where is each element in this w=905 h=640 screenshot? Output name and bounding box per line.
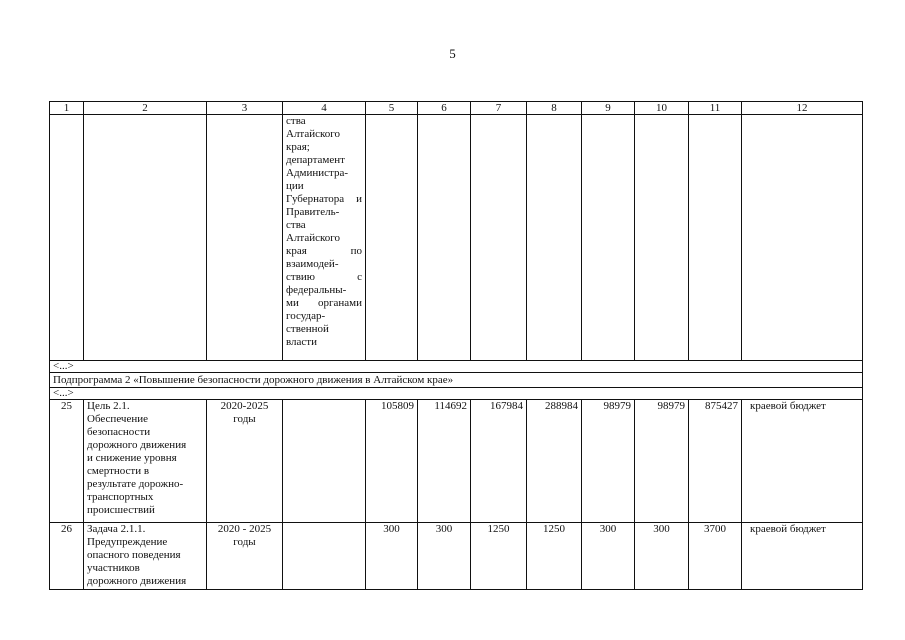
value-cell: 300 [582,523,635,590]
header-cell: 2 [84,102,207,115]
subprogram-title: Подпрограмма 2 «Повышение безопасности дорожного движения в Алтайском крае» [50,373,863,388]
value-cell: 98979 [582,400,635,523]
row-executor [283,400,366,523]
executor-line: Правитель- [286,206,340,218]
table-cell [635,115,689,361]
executor-line: взаимодей- [286,258,339,270]
table-cell [84,115,207,361]
row-name-line: Обеспечение [87,413,148,425]
row-period [207,523,283,590]
row-number: 25 [50,400,84,523]
row-period-line: 2020 - 2025 [217,523,272,535]
value-cell: 105809 [366,400,418,523]
value-cell: 300 [418,523,471,590]
row-name-line: безопасности [87,426,151,438]
row-name-line: дорожного движения [87,439,187,451]
executor-line: ства [286,115,306,127]
ellipsis-row [50,361,863,373]
header-cell: 12 [742,102,863,115]
header-cell: 10 [635,102,689,115]
header-cell: 3 [207,102,283,115]
executor-line: ственной [286,323,329,335]
subprogram-row [50,373,863,388]
page-number: 5 [449,46,456,61]
ellipsis-cell: <...> [50,388,863,400]
value-cell: 300 [366,523,418,590]
row-name-line: опасного поведения [87,549,181,561]
row-name-line: происшествий [87,504,155,516]
executor-line: Администра- [286,167,349,179]
table-cell [742,115,863,361]
data-table [49,101,863,590]
executor-line: Алтайского [286,128,341,140]
header-cell: 11 [689,102,742,115]
header-cell: 9 [582,102,635,115]
table-cell [207,115,283,361]
row-name-line: и снижение уровня [87,452,177,464]
value-cell: 875427 [689,400,742,523]
executor-line: ции [286,180,304,192]
value-cell: 3700 [689,523,742,590]
ellipsis-cell: <...> [50,361,863,373]
executor-line: ми органами [286,297,362,309]
row-period [207,400,283,523]
row-executor [283,523,366,590]
header-cell: 8 [527,102,582,115]
executor-line: ства [286,219,306,231]
table-cell [366,115,418,361]
table-cell [50,115,84,361]
row-name-line: Предупреждение [87,536,168,548]
header-cell: 6 [418,102,471,115]
executor-line: края по [286,245,362,257]
row-number: 26 [50,523,84,590]
row-name [84,400,207,523]
row-name-line: результате дорожно- [87,478,184,490]
executor-line: федеральны- [286,284,347,296]
funding-source: краевой бюджет [742,400,863,523]
table-row-continued [50,115,863,361]
executor-line: Алтайского [286,232,341,244]
row-name-line: дорожного движения [87,575,187,587]
value-cell: 288984 [527,400,582,523]
executor-line: власти [286,336,317,348]
executor-line: Губернатора и [286,193,362,205]
value-cell: 98979 [635,400,689,523]
executor-line: департамент [286,154,345,166]
value-cell: 167984 [471,400,527,523]
header-row [50,102,863,115]
table-cell [582,115,635,361]
value-cell: 300 [635,523,689,590]
executor-cell [283,115,366,361]
ellipsis-row [50,388,863,400]
value-cell: 1250 [527,523,582,590]
table-row [50,523,863,590]
executor-line: края; [286,141,310,153]
row-name [84,523,207,590]
row-period-line: годы [233,413,256,425]
value-cell: 114692 [418,400,471,523]
row-name-line: Цель 2.1. [87,400,130,412]
table-cell [527,115,582,361]
value-cell: 1250 [471,523,527,590]
header-cell: 1 [50,102,84,115]
row-period-line: годы [233,536,256,548]
header-cell: 5 [366,102,418,115]
executor-line: государ- [286,310,326,322]
executor-line: ствию с [286,271,362,283]
table-cell [418,115,471,361]
row-name-line: участников [87,562,140,574]
row-period-line: 2020-2025 [220,400,269,412]
funding-source: краевой бюджет [742,523,863,590]
table-cell [689,115,742,361]
table-row [50,400,863,523]
table-cell [471,115,527,361]
row-name-line: смертности в [87,465,150,477]
header-cell: 7 [471,102,527,115]
row-name-line: транспортных [87,491,154,503]
header-cell: 4 [283,102,366,115]
row-name-line: Задача 2.1.1. [87,523,146,535]
